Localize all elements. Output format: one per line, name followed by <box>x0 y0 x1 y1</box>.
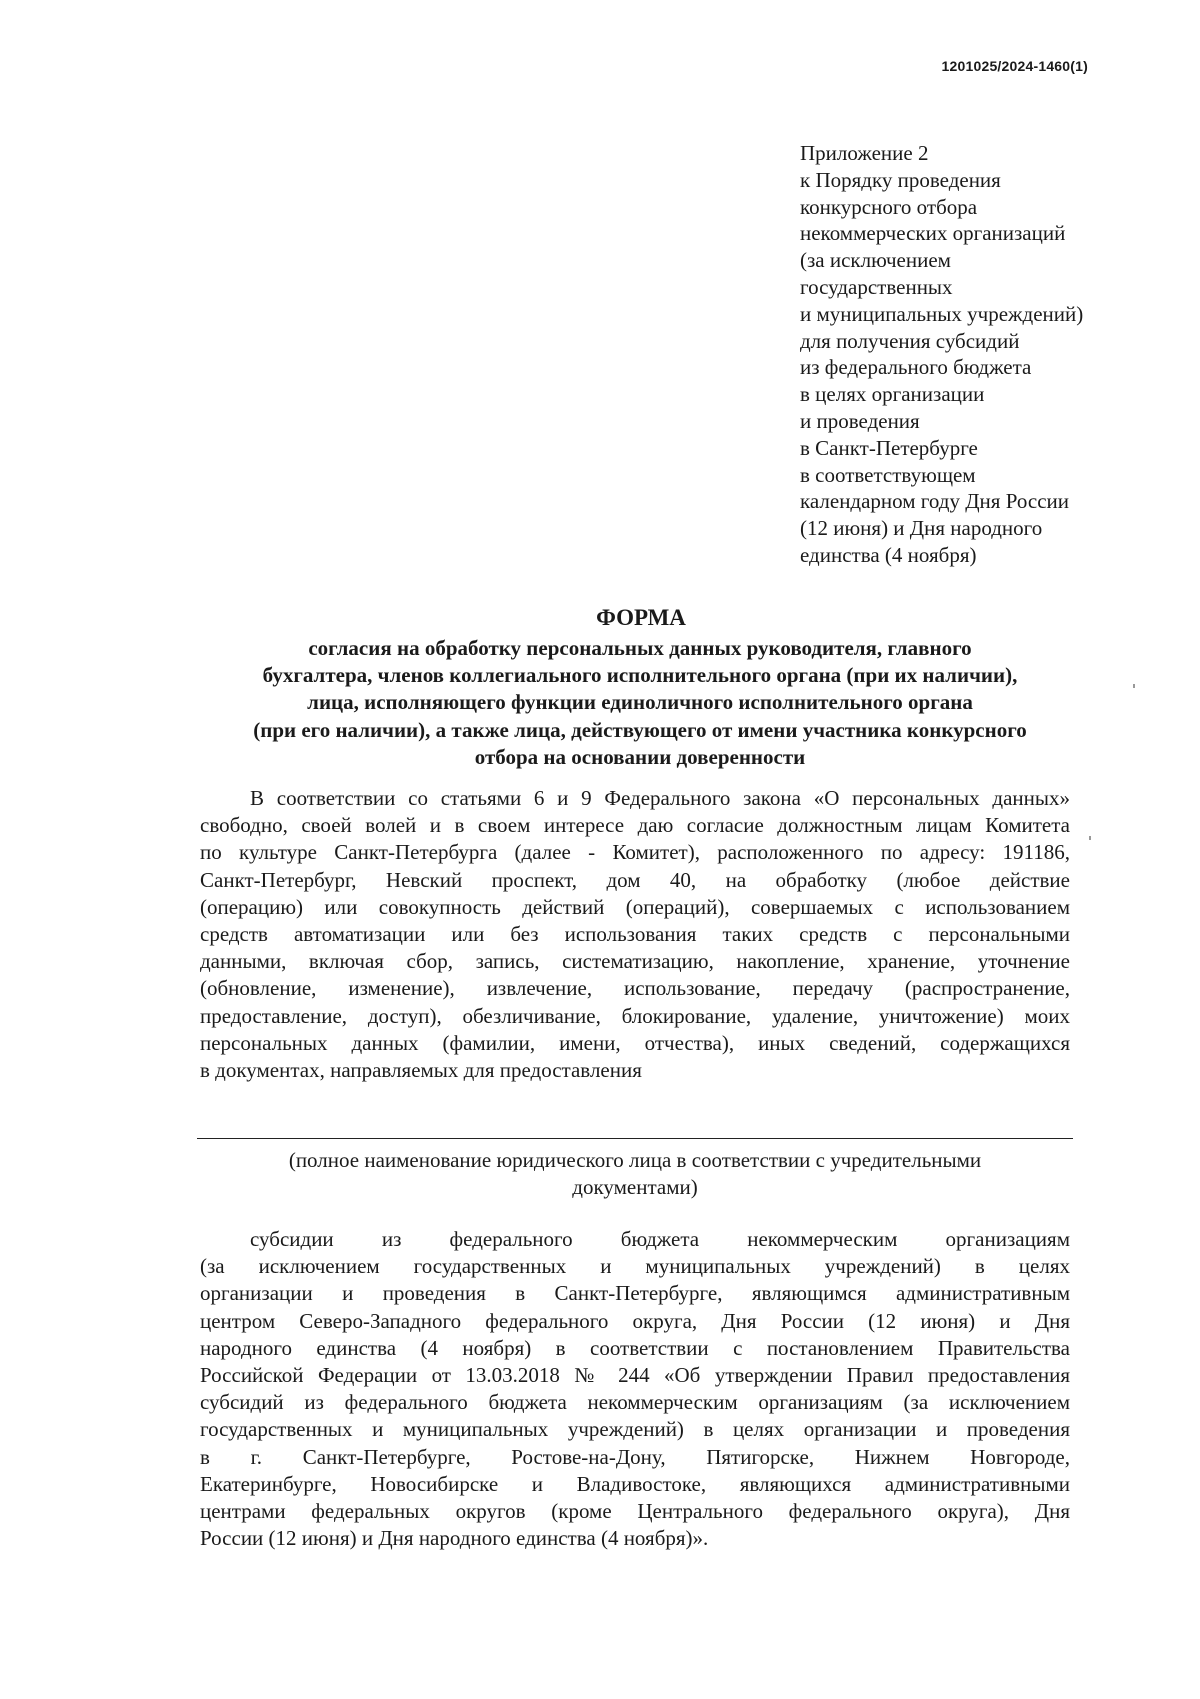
appendix-line: в соответствующем <box>800 462 976 487</box>
appendix-line: конкурсного отбора <box>800 194 978 219</box>
paragraph-line: государственных и муниципальных учреждений) в целях организации и проведения <box>200 1417 1070 1442</box>
subtitle-line: (при его наличии), а также лица, действующего от имени участника конкурсного <box>253 717 1027 742</box>
paragraph-line: (обновление, изменение), извлечение, использование, передачу (распространение, <box>200 976 1070 1001</box>
form-subtitle <box>160 635 1120 771</box>
appendix-line: единства (4 ноября) <box>800 542 977 567</box>
paragraph-line: в г. Санкт-Петербурге, Ростове-на-Дону, Пятигорске, Нижнем Новгороде, <box>200 1444 1070 1469</box>
appendix-line: Приложение 2 <box>800 141 929 165</box>
paragraph-line: данными, включая сбор, запись, систематизацию, накопление, хранение, уточнение <box>200 949 1070 974</box>
consent-paragraph <box>200 785 1070 1084</box>
paragraph-line: (операцию) или совокупность действий (операций), совершаемых с использованием <box>200 894 1070 919</box>
paragraph-line: (за исключением государственных и муниципальных учреждений) в целях <box>200 1254 1070 1279</box>
subsidy-purpose-paragraph <box>200 1226 1070 1552</box>
form-title: ФОРМА <box>596 605 686 630</box>
subtitle-line: лица, исполняющего функции единоличного исполнительного органа <box>307 690 973 715</box>
subtitle-line: отбора на основании доверенности <box>474 744 806 769</box>
organization-name-fill-line[interactable] <box>197 1138 1073 1139</box>
paragraph-line: персональных данных (фамилии, имени, отчества), иных сведений, содержащихся <box>200 1030 1070 1055</box>
scan-speck <box>1089 836 1091 840</box>
paragraph-line: В соответствии со статьями 6 и 9 Федерального закона «О персональных данных» <box>250 786 1070 810</box>
paragraph-line: предоставление, доступ), обезличивание, блокирование, удаление, уничтожение) моих <box>200 1003 1070 1028</box>
appendix-line: государственных <box>800 274 953 299</box>
appendix-reference-block <box>800 140 1130 569</box>
caption-line: (полное наименование юридического лица в соответствии с учредительными <box>288 1148 982 1172</box>
paragraph-line: Екатеринбурге, Новосибирске и Владивостоке, являющихся административными <box>200 1471 1070 1496</box>
appendix-line: из федерального бюджета <box>800 355 1032 380</box>
appendix-line: и проведения <box>800 408 920 433</box>
paragraph-line: субсидии из федерального бюджета некоммерческим организациям <box>250 1227 1070 1251</box>
paragraph-line: Санкт-Петербург, Невский проспект, дом 40, на обработку (любое действие <box>200 867 1070 892</box>
paragraph-line: народного единства (4 ноября) в соответствии с постановлением Правительства <box>200 1335 1070 1360</box>
paragraph-line: средств автоматизации или без использования таких средств с персональными <box>200 922 1070 947</box>
document-registration-number: 1201025/2024-1460(1) <box>941 58 1088 74</box>
paragraph-line: России (12 июня) и Дня народного единства (4 ноября)». <box>200 1526 709 1551</box>
scan-speck <box>1133 684 1135 688</box>
paragraph-line: свободно, своей волей и в своем интересе даю согласие должностным лицам Комитета <box>200 813 1070 838</box>
appendix-line: и муниципальных учреждений) <box>800 301 1084 326</box>
appendix-line: к Порядку проведения <box>800 167 1001 192</box>
paragraph-line: организации и проведения в Санкт-Петербурге, являющимся административным <box>200 1281 1070 1306</box>
caption-line: документами) <box>572 1175 698 1200</box>
paragraph-line: центрами федеральных округов (кроме Центрального федерального округа), Дня <box>200 1499 1070 1524</box>
paragraph-line: Российской Федерации от 13.03.2018 № 244 «Об утверждении Правил предоставления <box>200 1363 1070 1388</box>
paragraph-line: по культуре Санкт-Петербурга (далее - Комитет), расположенного по адресу: 191186, <box>200 840 1070 865</box>
appendix-line: (12 июня) и Дня народного <box>800 516 1043 541</box>
appendix-line: в Санкт-Петербурге <box>800 435 978 460</box>
appendix-line: календарном году Дня России <box>800 489 1070 514</box>
appendix-line: некоммерческих организаций <box>800 221 1066 246</box>
appendix-line: в целях организации <box>800 382 985 407</box>
subtitle-line: бухгалтера, членов коллегиального исполнительного органа (при их наличии), <box>262 663 1018 688</box>
appendix-line: (за исключением <box>800 248 951 273</box>
paragraph-line: в документах, направляемых для предоставления <box>200 1058 642 1083</box>
organization-name-caption <box>197 1147 1073 1201</box>
appendix-line: для получения субсидий <box>800 328 1020 353</box>
subtitle-line: согласия на обработку персональных данных руководителя, главного <box>308 636 972 660</box>
paragraph-line: субсидий из федерального бюджета некоммерческим организациям (за исключением <box>200 1390 1070 1415</box>
paragraph-line: центром Северо-Западного федерального округа, Дня России (12 июня) и Дня <box>200 1308 1070 1333</box>
